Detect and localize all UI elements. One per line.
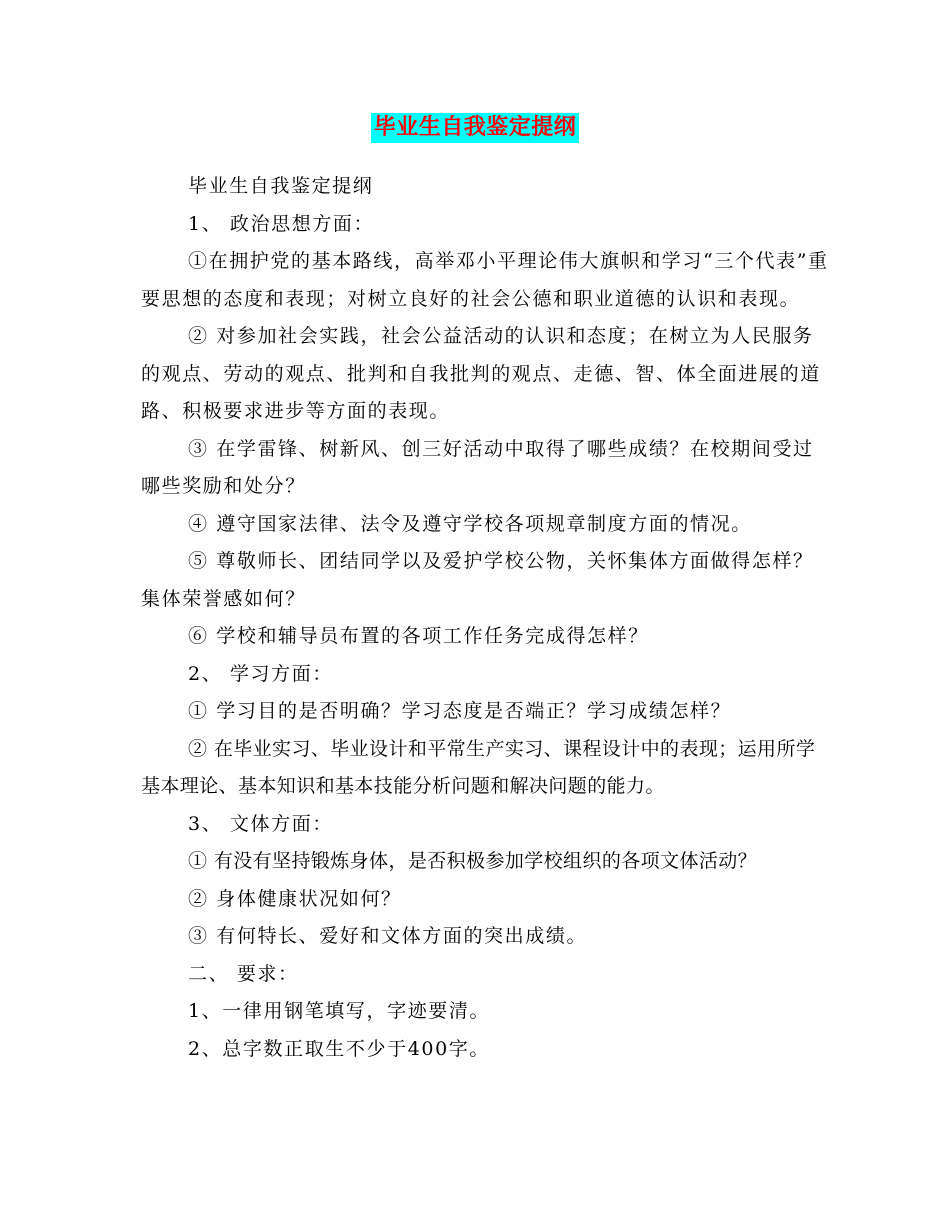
paragraph-item-1-5: ⑤ 尊敬师长、团结同学以及爱护学校公物，关怀集体方面做得怎样？集体荣誉感如何？ (141, 550, 814, 610)
paragraph-item-1-3: ③ 在学雷锋、树新风、创三好活动中取得了哪些成绩？在校期间受过哪些奖励和处分？ (141, 437, 814, 497)
document-title: 毕业生自我鉴定提纲 (371, 113, 580, 143)
paragraph-item-3-1: ① 有没有坚持锻炼身体，是否积极参加学校组织的各项文体活动？ (188, 850, 758, 872)
paragraph-requirement-2: 2、总字数正取生不少于400字。 (188, 1037, 490, 1060)
paragraph-item-3-3: ③ 有何特长、爱好和文体方面的突出成绩。 (188, 925, 588, 947)
paragraph-item-1-6: ⑥ 学校和辅导员布置的各项工作任务完成得怎样？ (188, 625, 649, 647)
paragraph-section-1-heading: 1、 政治思想方面： (188, 212, 375, 235)
paragraph-section-3-heading: 3、 文体方面： (188, 812, 333, 835)
paragraph-item-2-1: ① 学习目的是否明确？学习态度是否端正？学习成绩怎样？ (188, 700, 732, 722)
paragraph-subtitle: 毕业生自我鉴定提纲 (188, 175, 374, 197)
paragraph-section-2-heading: 2、 学习方面： (188, 662, 333, 685)
paragraph-item-3-2: ② 身体健康状况如何？ (188, 887, 402, 910)
paragraph-item-2-2: ② 在毕业实习、毕业设计和平常生产实习、课程设计中的表现；运用所学基本理论、基本知识和基本技能分析问题和解决问题的能力。 (141, 737, 816, 797)
paragraph-requirements-heading: 二、 要求： (188, 962, 299, 985)
document-body (141, 168, 831, 1068)
paragraph-item-1-4: ④ 遵守国家法律、法令及遵守学校各项规章制度方面的情况。 (188, 512, 752, 535)
paragraph-item-1-2: ② 对参加社会实践，社会公益活动的认识和态度；在树立为人民服务的观点、劳动的观点、批判和自我批判的观点、走德、智、体全面进展的道路、积极要求进步等方面的表现。 (141, 325, 821, 422)
paragraph-requirement-1: 1、一律用钢笔填写，字迹要清。 (188, 1000, 491, 1022)
paragraph-item-1-1: ①在拥护党的基本路线，高举邓小平理论伟大旗帜和学习“三个代表”重要思想的态度和表现；对树立良好的社会公德和职业道德的认识和表现。 (141, 250, 829, 310)
title-container (0, 113, 950, 143)
